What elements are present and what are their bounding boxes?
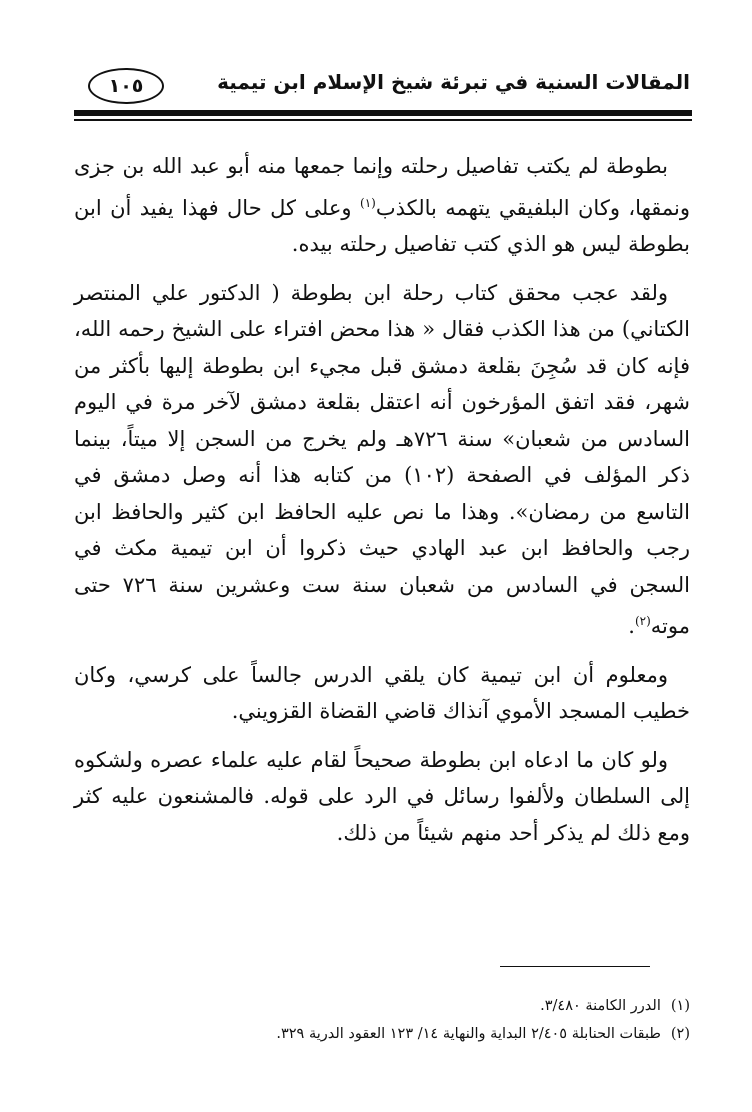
footnote-separator	[500, 966, 650, 967]
paragraph-2	[74, 275, 690, 645]
footnotes	[74, 992, 690, 1048]
paragraph-4	[74, 742, 690, 852]
footnote-2-text: طبقات الحنابلة ٢/٤٠٥ البداية والنهاية ١٤/ ١٢٣ العقود الدرية ٣٢٩.	[276, 1026, 661, 1042]
main-text	[74, 148, 690, 863]
running-title: المقالات السنية في تبرئة شيخ الإسلام ابن تيمية	[217, 70, 690, 94]
paragraph-3	[74, 657, 690, 730]
footnote-ref-2: (٢)	[634, 614, 651, 628]
paragraph-1-text: بطوطة لم يكتب تفاصيل رحلته وإنما جمعها منه أبو عبد الله بن جزى ونمقها، وكان البلفيقي يتهمه بالكذب	[74, 154, 691, 220]
paragraph-4-text: ولو كان ما ادعاه ابن بطوطة صحيحاً لقام عليه علماء عصره ولشكوه إلى السلطان ولألفوا رسائل في الرد على قوله. فالمشنعون عليه كثر ومع ذلك لم يذكر أحد منهم شيئاً من ذلك.	[74, 747, 690, 845]
header-rule-thick	[74, 110, 692, 116]
footnote-2	[74, 1020, 690, 1048]
footnote-1-text: الدرر الكامنة ٣/٤٨٠.	[540, 998, 661, 1014]
footnote-2-number: (٢)	[670, 1026, 690, 1042]
header-rule-thin	[74, 119, 692, 121]
footnote-ref-1: (١)	[360, 195, 376, 210]
page-number: ١٠٥	[88, 68, 164, 104]
footnote-1-number: (١)	[670, 998, 690, 1014]
paragraph-3-text: ومعلوم أن ابن تيمية كان يلقي الدرس جالساً على كرسي، وكان خطيب المسجد الأموي آنذاك قاضي القضاة القزويني.	[74, 662, 690, 723]
paragraph-1	[74, 148, 690, 263]
footnote-1	[74, 992, 690, 1020]
paragraph-1-text-cont: وعلى كل حال فهذا يفيد أن ابن بطوطة ليس هو الذي كتب تفاصيل رحلته بيده.	[74, 195, 690, 256]
page-header	[70, 62, 690, 112]
paragraph-2-text-cont: .	[628, 614, 635, 638]
paragraph-2-text: ولقد عجب محقق كتاب رحلة ابن بطوطة ( الدكتور علي المنتصر الكتاني) من هذا الكذب فقال « هذا محض افتراء على الشيخ رحمه الله، فإنه كان قد سُجِنَ بقلعة دمشق قبل مجيء ابن بطوطة إليها بأكثر من شهر، فقد اتفق المؤرخون أنه اعتقل بقلعة دمشق لآخر مرة في اليوم السادس من شعبان» سنة ٧٢٦هـ ولم يخرج من السجن إلا ميتاً، بينما ذكر المؤلف في الصفحة (١٠٢) من كتابه هذا أنه وصل دمشق في التاسع من رمضان». وهذا ما نص عليه الحافظ ابن كثير والحافظ ابن رجب والحافظ ابن عبد الهادي حيث ذكروا أن ابن تيمية مكث في السجن في السادس من شعبان سنة ست وعشرين سنة ٧٢٦ حتى موته	[74, 280, 690, 638]
